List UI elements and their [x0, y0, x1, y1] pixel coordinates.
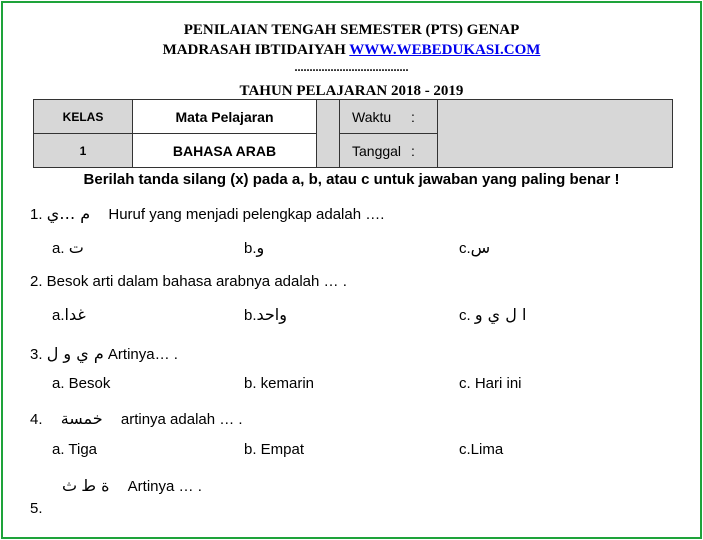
- q2-option-b[interactable]: b.واحد: [244, 305, 287, 324]
- mapel-value: BAHASA ARAB: [133, 134, 317, 168]
- q3-option-c[interactable]: c. Hari ini: [459, 375, 522, 392]
- q1-option-a[interactable]: a. ت: [52, 238, 84, 257]
- q4-option-b[interactable]: b. Empat: [244, 441, 305, 458]
- question-4: [30, 409, 243, 428]
- q2-option-a[interactable]: a.غدا: [52, 305, 86, 324]
- waktu-cell: [340, 100, 438, 134]
- kelas-value: 1: [34, 134, 133, 168]
- q3-arabic: م ي و ل: [46, 344, 104, 363]
- waktu-label: Waktu: [352, 108, 392, 125]
- tanggal-colon: :: [410, 142, 415, 159]
- q4-option-c[interactable]: c.Lima: [459, 441, 504, 458]
- waktu-colon: :: [411, 108, 415, 125]
- website-link[interactable]: WWW.WEBEDUKASI.COM: [349, 42, 541, 58]
- q3-option-b[interactable]: b. kemarin: [244, 375, 315, 392]
- question-2: 2. Besok arti dalam bahasa arabnya adalah … .: [30, 273, 347, 290]
- q4-arabic: خمسة: [60, 409, 103, 428]
- school-year: TAHUN PELAJARAN 2018 - 2019: [239, 83, 464, 99]
- question-3: [30, 344, 178, 363]
- q1-option-b[interactable]: b.و: [244, 238, 265, 257]
- q4-text: artinya adalah … .: [120, 411, 243, 428]
- q1-option-c[interactable]: c.س: [459, 238, 491, 257]
- mapel-label: Mata Pelajaran: [133, 100, 317, 134]
- q1-number: 1.: [30, 206, 43, 223]
- q5-arabic: ة ط: [81, 476, 110, 495]
- question-5: [28, 476, 202, 495]
- q3-number: 3.: [30, 346, 43, 363]
- kelas-label: KELAS: [34, 100, 133, 134]
- question-1: [30, 204, 384, 223]
- tanggal-cell: [340, 134, 438, 168]
- q5-text: Artinya … .: [127, 478, 202, 495]
- q1-arabic: م …ي: [46, 204, 91, 223]
- tanggal-label: Tanggal: [352, 142, 402, 159]
- gap-cell: [317, 100, 340, 168]
- school-name: MADRASAH IBTIDAIYAH: [162, 42, 346, 58]
- q4-option-a[interactable]: a. Tiga: [52, 441, 98, 458]
- title-line-1: PENILAIAN TENGAH SEMESTER (PTS) GENAP: [183, 22, 520, 38]
- instruction: Berilah tanda silang (x) pada a, b, atau c untuk jawaban yang paling benar !: [83, 171, 620, 188]
- q2-option-c[interactable]: c. ا ل ي و: [459, 305, 527, 324]
- dotted-separator: ......................................: [294, 60, 409, 74]
- q5-arabic-2: ث: [62, 476, 78, 495]
- info-table: [33, 99, 673, 168]
- blank-cell: [438, 100, 673, 168]
- q5-number: 5.: [30, 500, 43, 517]
- q3-text: Artinya… .: [107, 346, 178, 363]
- q3-option-a[interactable]: a. Besok: [52, 375, 111, 392]
- q1-text: Huruf yang menjadi pelengkap adalah ….: [108, 206, 385, 223]
- title-line-2: [0, 42, 703, 59]
- q4-number: 4.: [30, 411, 43, 428]
